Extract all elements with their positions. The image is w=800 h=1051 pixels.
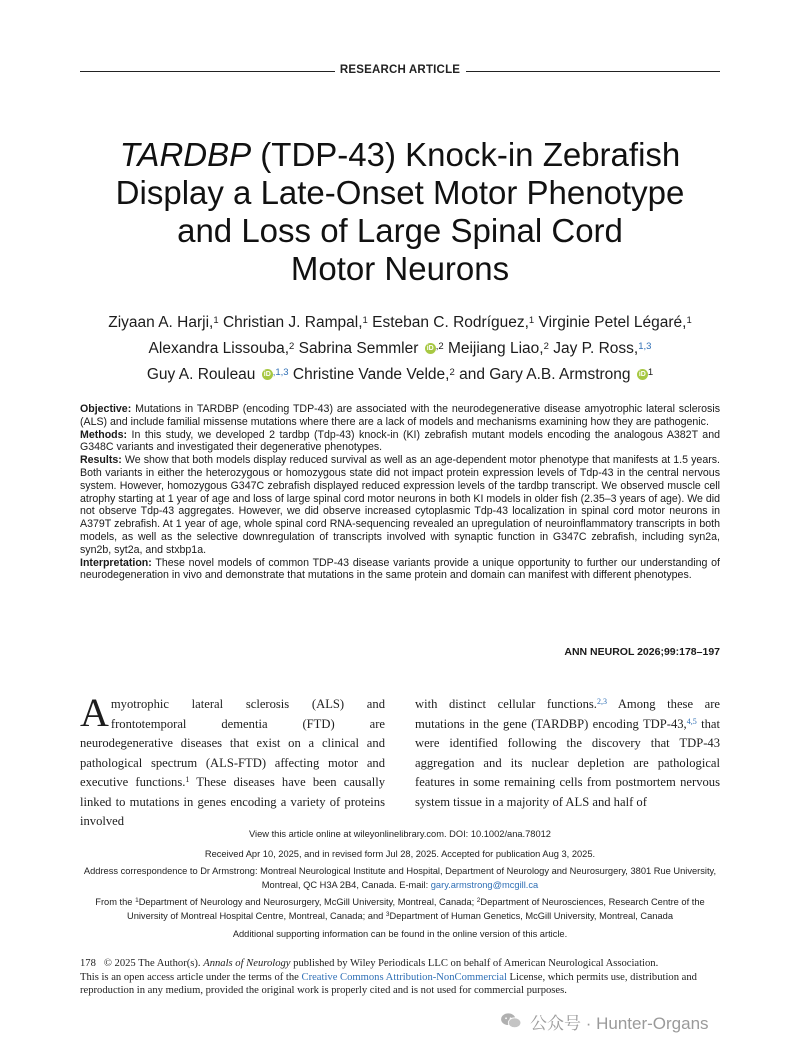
author[interactable]: Guy A. Rouleau iD $^{,1,3}$ [146,366,289,383]
author-list [80,310,720,388]
watermark [500,1006,709,1036]
article-title [80,136,720,288]
wechat-icon [500,1012,522,1030]
title-line3: and Loss of Large Spinal Cord [177,212,623,249]
orcid-icon[interactable]: iD [426,345,434,353]
affiliations: From the $^1$Department of Neurology and Neurosurgery, McGill University, Montreal, Canada; $^2$Department of Neurosciences, Research Centre of the University of Montreal Hospital Centre, Montreal, Canada; and $^3$Department of Human Genetics, McGill University, Montreal, Canada [95,897,705,921]
title-gene: TARDBP [119,136,252,173]
author[interactable]: Sabrina Semmler iD $^{,2}$ [298,340,444,357]
supporting-info: Additional supporting information can be found in the online version of this article. [232,929,568,939]
author[interactable]: Ziyaan A. Harji,$^1$ [108,314,219,331]
abstract-interpretation: Interpretation: These novel models of common TDP-43 disease variants provide a unique opportunity to further our understanding of neurodegeneration in vivo and demonstrate that mutations in the same protein and domain can manifest with different phenotypes. [80,556,720,582]
page-number: 178 [80,958,96,969]
abstract-results: Results: We show that both models display reduced survival as well as an age-dependent motor phenotype that manifests at 1.5 years. Both variants in either the heterozygous or homozygous state did not impact protein expression levels of Tdp-43 in the central nervous system. However, homozygous G347C zebrafish displayed reduced expression levels of the tardbp transcript. We observed muscle cell atrophy starting at 1 year of age and loss of large spinal cord motor neurons in both KI models in older fish (2.35–3 years of age). We did not observe Tdp-43 aggregates. However, we did observe increased cytoplasmic Tdp-43 localization in spinal cord motor neurons in A379T zebrafish. At 1 year of age, whole spinal cord RNA-sequencing revealed an upregulation of neuroinflammatory transcripts in both models, as well as the selective downregulation of transcripts involved with synaptic function in G347C zebrafish, including syn2a, syn2b, syt2a, and stxbp1a. [80,454,720,556]
header-rule-right [466,71,720,72]
orcid-icon[interactable]: iD [638,371,646,379]
author[interactable]: Christine Vande Velde,$^2$ [292,366,455,383]
watermark-text: 公众号 · Hunter-Organs [530,1013,709,1033]
body-column-left: Amyotrophic lateral sclerosis (ALS) and frontotemporal dementia (FTD) are neurodegenerative diseases that exist on a clinical and pathological spectrum (ALS-FTD) affecting motor and executive functions.$^1$ These diseases have been causally linked to mutations in genes encoding a variety of proteins involved [80,690,385,828]
abstract [80,403,720,582]
correspondence: Address correspondence to Dr Armstrong: Montreal Neurological Institute and Hospital, Department of Neurology and Neurosurgery, 3801 Rue University, Montreal, QC H3A 2B4, Canada. E-mail: gary.armstrong@mcgill.ca [83,866,717,890]
body-column-right: with distinct cellular functions.$^{2,3}$ Among these are mutations in the gene (TARDBP) encoding TDP-43,$^{4,5}$ that were identified following the discovery that TDP-43 aggregation and its nuclear depletion are pathological features in some remaining cells from postmortem nervous system tissue in a majority of ALS and half of [415,697,720,809]
author[interactable]: Christian J. Rampal,$^1$ [222,314,368,331]
author[interactable]: Virginie Petel Légaré,$^1$ [538,314,692,331]
reference[interactable]: 4,5 [686,716,697,726]
email-link[interactable]: gary.armstrong@mcgill.ca [430,879,539,890]
page-footer: 178 © 2025 The Author(s). Annals of Neurology published by Wiley Periodicals LLC on behalf of American Neurological Association. This is an open access article under the terms of the Creative Commons Attribution-NonCommercial License, which permits use, distribution and reproduction in any medium, provided the original work is properly cited and is not used for commercial purposes. [80,958,697,996]
orcid-icon[interactable]: iD [263,371,271,379]
title-line2: Display a Late-Onset Motor Phenotype [115,174,685,211]
drop-cap: A [80,690,109,735]
title-line1: (TDP-43) Knock-in Zebrafish [251,136,681,173]
reference[interactable]: 2,3 [596,697,607,706]
online-doi[interactable]: View this article online at wileyonlinelibrary.com. DOI: 10.1002/ana.78012 [249,829,551,839]
author[interactable]: and Gary A.B. Armstrong iD $^1$ [459,366,654,383]
abstract-methods: Methods: In this study, we developed 2 tardbp (Tdp-43) knock-in (KI) zebrafish mutant models encoding the analogous A382T and G348C variants and investigated their degenerative phenotypes. [80,428,720,454]
abstract-objective: Objective: Mutations in TARDBP (encoding TDP-43) are associated with the neurodegenerative disease amyotrophic lateral sclerosis (ALS) and include familial missense mutations where there are a lack of models and mechanisms examining how they are pathogenic. [80,403,721,428]
author[interactable]: Meijiang Liao,$^2$ [447,340,549,357]
section-label: RESEARCH ARTICLE [339,64,461,76]
received-dates: Received Apr 10, 2025, and in revised form Jul 28, 2025. Accepted for publication Aug 3, 2025. [204,849,596,859]
author[interactable]: Esteban C. Rodríguez,$^1$ [372,314,535,331]
license-link[interactable]: Creative Commons Attribution-NonCommercial [301,971,507,983]
reference[interactable]: 1 [185,775,190,784]
title-line4: Motor Neurons [290,250,510,287]
journal-citation: ANN NEUROL 2026;99:178–197 [564,646,720,658]
author[interactable]: Alexandra Lissouba,$^2$ [148,340,295,357]
section-header [80,62,720,82]
author[interactable]: Jay P. Ross,$^{1,3}$ [553,340,652,357]
